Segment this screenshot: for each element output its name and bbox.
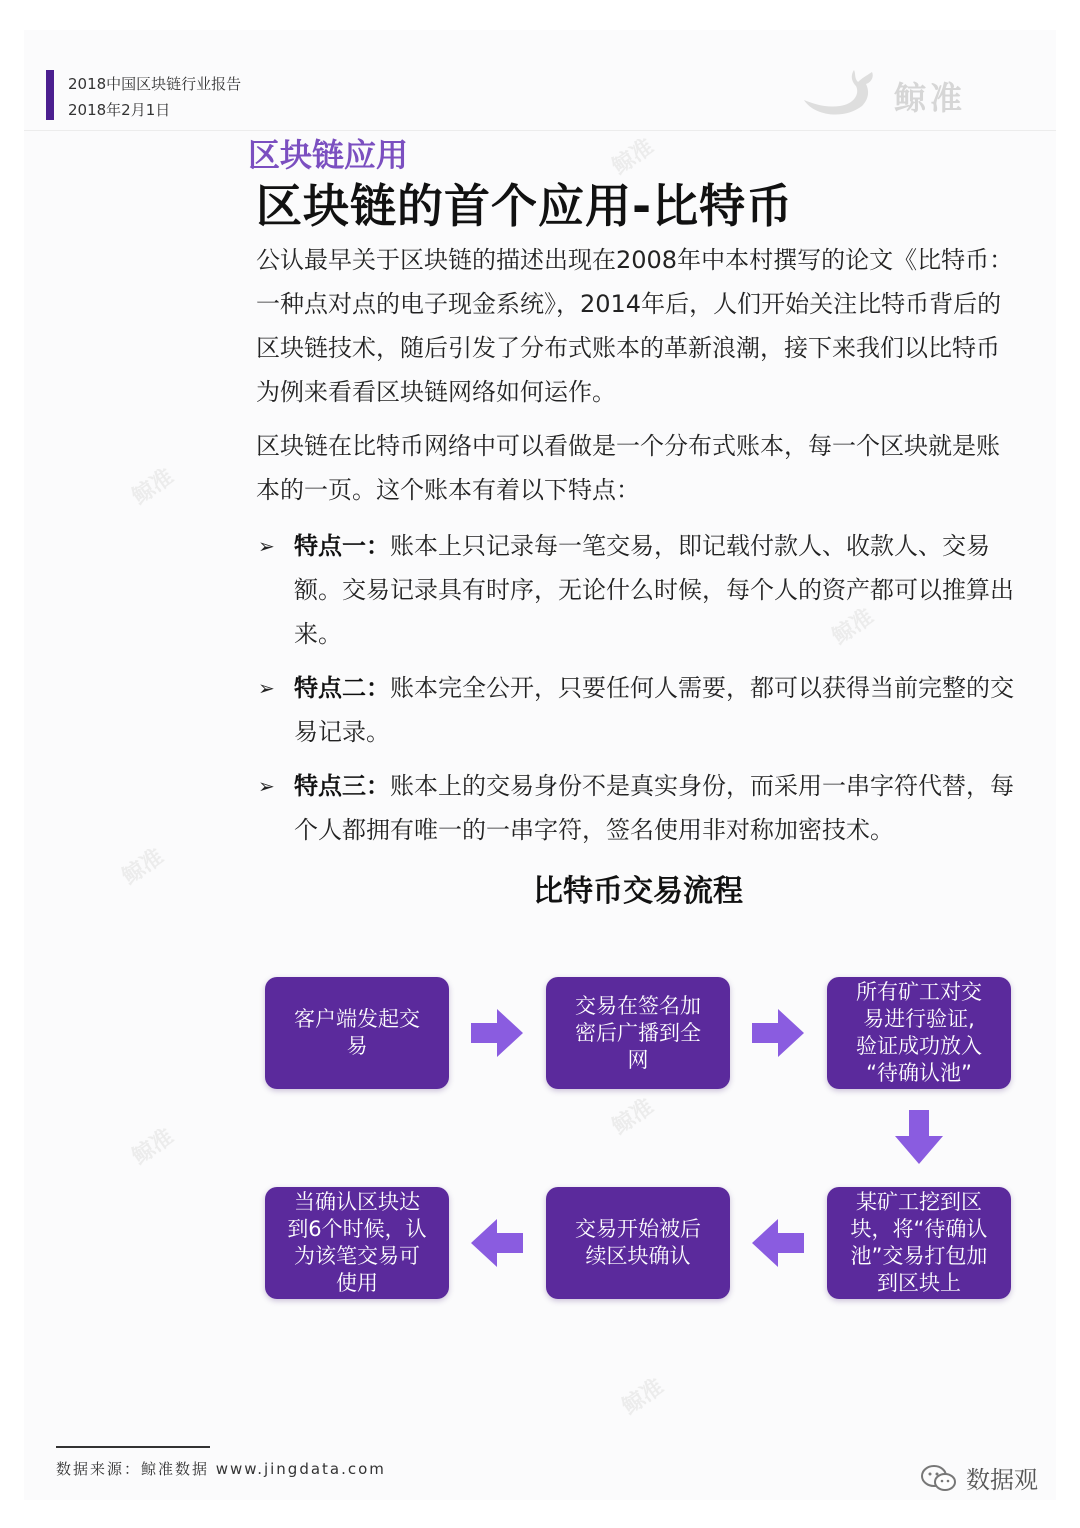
wechat-account — [920, 1460, 1038, 1495]
flow-step-5 — [546, 1187, 730, 1299]
step-line: 续区块确认 — [585, 1244, 691, 1268]
arrow-bullet-icon: ➢ — [258, 534, 275, 558]
step-line: 块，将“待确认 — [850, 1217, 988, 1241]
step-line: 到6个时候，认 — [287, 1217, 427, 1241]
flow-step-4 — [827, 1187, 1011, 1299]
flow-step-1 — [265, 977, 449, 1089]
watermark: 鲸准 — [607, 134, 659, 181]
report-title: 2018中国区块链行业报告 — [68, 75, 242, 93]
feature-heading: 特点二： — [294, 674, 390, 702]
watermark: 鲸准 — [617, 1374, 669, 1421]
feature-text: 账本上的交易身份不是真实身份，而采用一串字符代替，每个人都拥有唯一的一串字符，签名使用非对称加密技术。 — [294, 772, 1014, 844]
watermark: 鲸准 — [827, 604, 879, 651]
watermark: 鲸准 — [127, 464, 179, 511]
flow-step-3 — [827, 977, 1011, 1089]
brand-logo — [800, 66, 966, 126]
header-accent-bar — [46, 70, 54, 120]
step-line: 易 — [346, 1034, 368, 1058]
account-name: 数据观 — [966, 1466, 1038, 1494]
report-date: 2018年2月1日 — [68, 101, 171, 119]
step-line: 密后广播到全 — [575, 1020, 701, 1045]
paragraph-intro: 公认最早关于区块链的描述出现在2008年中本村撰写的论文《比特币：一种点对点的电子现金系统》，2014年后，人们开始关注比特币背后的区块链技术，随后引发了分布式账本的革新浪潮，接下来我们以比特币为例来看看区块链网络如何运作。 — [256, 246, 1014, 406]
paragraph-ledger: 区块链在比特币网络中可以看做是一个分布式账本，每一个区块就是账本的一页。这个账本有着以下特点： — [256, 432, 1000, 504]
footer-divider — [56, 1446, 210, 1448]
arrow-right-icon — [750, 1005, 806, 1061]
step-line: 网 — [627, 1047, 649, 1072]
wechat-icon — [920, 1463, 958, 1493]
feature-heading: 特点一： — [294, 532, 390, 560]
step-line: 某矿工挖到区 — [855, 1190, 982, 1214]
section-label: 区块链应用 — [248, 136, 409, 174]
whale-icon — [800, 70, 876, 122]
watermark: 鲸准 — [607, 1094, 659, 1141]
feature-text: 账本完全公开，只要任何人需要，都可以获得当前完整的交易记录。 — [294, 674, 1014, 746]
arrow-right-icon — [469, 1005, 525, 1061]
footer-source: 数据来源：鲸准数据 www.jingdata.com — [56, 1460, 386, 1478]
watermark: 鲸准 — [127, 1124, 179, 1171]
arrow-bullet-icon: ➢ — [258, 676, 275, 700]
watermark: 鲸准 — [117, 844, 169, 891]
step-line: 为该笔交易可 — [294, 1244, 420, 1268]
arrow-bullet-icon: ➢ — [258, 774, 275, 798]
flow-step-2 — [546, 977, 730, 1089]
header-divider — [24, 130, 1056, 131]
brand-name: 鲸准 — [894, 79, 967, 117]
feature-heading: 特点三： — [294, 772, 390, 800]
flow-title: 比特币交易流程 — [533, 874, 743, 909]
step-line: 易进行验证, — [863, 1007, 975, 1031]
feature-text: 账本上只记录每一笔交易，即记载付款人、收款人、交易额。交易记录具有时序，无论什么时候，每个人的资产都可以推算出来。 — [294, 532, 1014, 648]
step-line: “待确认池” — [866, 1061, 972, 1085]
arrow-down-icon — [891, 1108, 947, 1166]
step-line: 当确认区块达 — [294, 1190, 420, 1214]
step-line: 所有矿工对交 — [856, 980, 982, 1004]
arrow-left-icon — [469, 1215, 525, 1271]
step-line: 交易开始被后 — [575, 1217, 701, 1241]
step-line: 池”交易打包加 — [850, 1244, 988, 1268]
step-line: 验证成功放入 — [856, 1034, 982, 1058]
flow-step-6 — [265, 1187, 449, 1299]
page-title: 区块链的首个应用-比特币 — [256, 179, 794, 233]
step-line: 使用 — [336, 1271, 378, 1295]
step-line: 到区块上 — [876, 1271, 961, 1295]
step-line: 交易在签名加 — [575, 993, 701, 1018]
arrow-left-icon — [750, 1215, 806, 1271]
step-line: 客户端发起交 — [294, 1007, 420, 1031]
